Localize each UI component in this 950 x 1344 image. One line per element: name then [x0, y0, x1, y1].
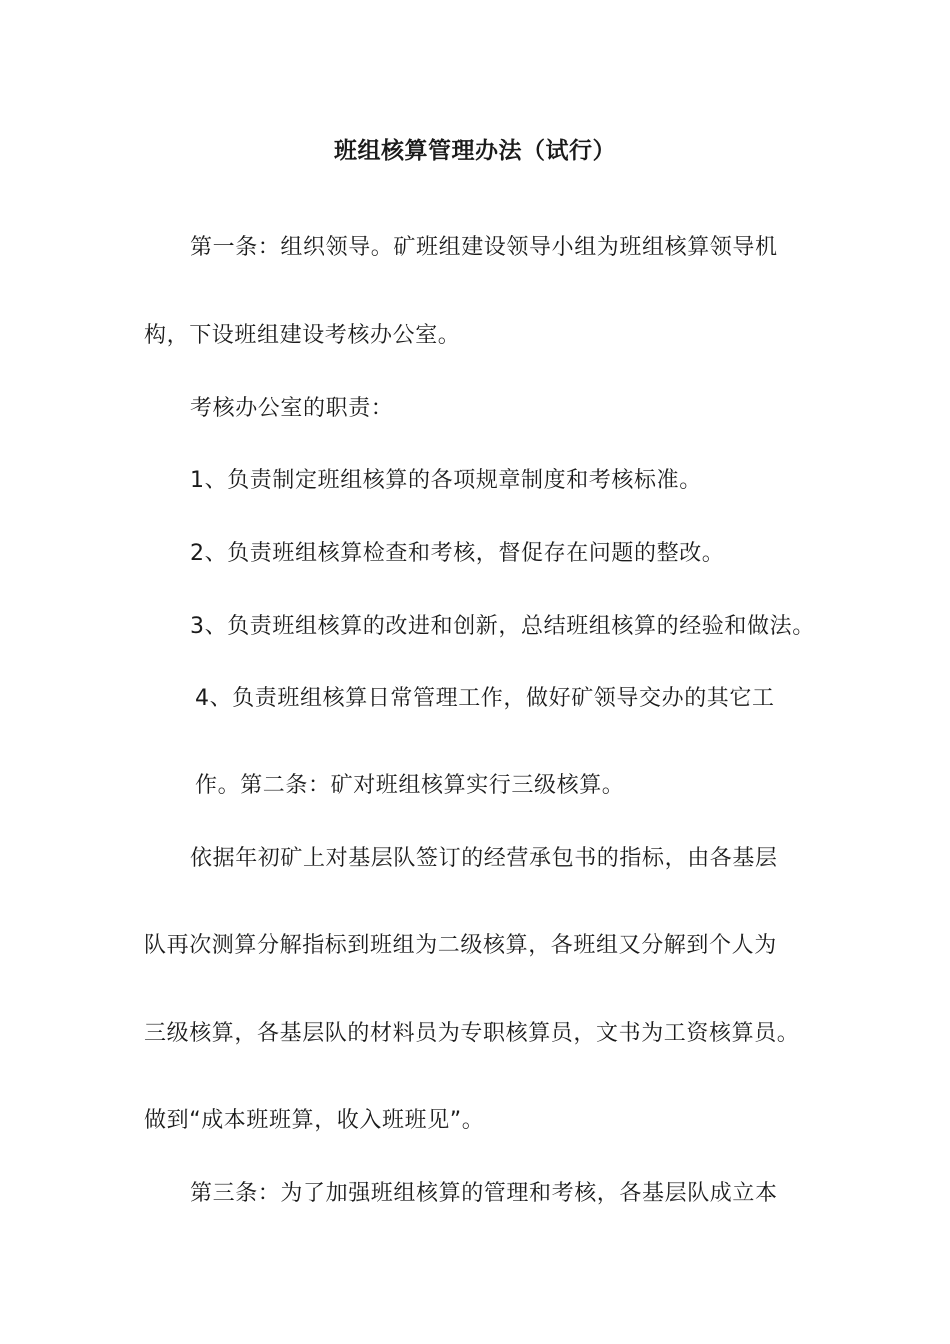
paragraph-line: 4、负责班组核算日常管理工作，做好矿领导交办的其它工	[195, 686, 775, 711]
paragraph-line: 队再次测算分解指标到班组为二级核算，各班组又分解到个人为	[144, 933, 777, 958]
paragraph-line: 第三条：为了加强班组核算的管理和考核，各基层队成立本	[190, 1181, 778, 1206]
paragraph-line: 3、负责班组核算的改进和创新，总结班组核算的经验和做法。	[190, 614, 815, 639]
paragraph-line: 三级核算，各基层队的材料员为专职核算员，文书为工资核算员。	[144, 1021, 800, 1046]
document-title: 班组核算管理办法（试行）	[334, 138, 616, 164]
paragraph-line: 做到“成本班班算，收入班班见”。	[144, 1108, 485, 1133]
paragraph-line: 作。第二条：矿对班组核算实行三级核算。	[195, 773, 625, 798]
paragraph-line: 第一条：组织领导。矿班组建设领导小组为班组核算领导机	[190, 235, 778, 260]
paragraph-line: 2、负责班组核算检查和考核，督促存在问题的整改。	[190, 541, 725, 566]
paragraph-line: 依据年初矿上对基层队签订的经营承包书的指标，由各基层	[190, 846, 778, 871]
paragraph-line: 考核办公室的职责：	[190, 396, 394, 421]
paragraph-line: 构，下设班组建设考核办公室。	[144, 323, 461, 348]
paragraph-line: 1、负责制定班组核算的各项规章制度和考核标准。	[190, 468, 702, 493]
